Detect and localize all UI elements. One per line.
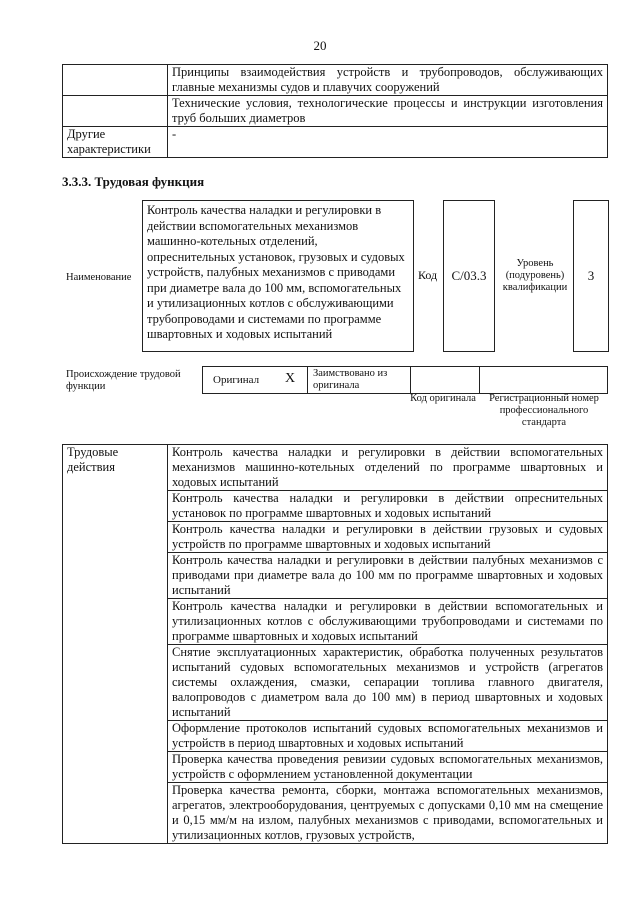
page-number: 20 <box>313 38 327 53</box>
table-row <box>63 96 608 127</box>
code-box <box>443 200 495 352</box>
section-title: 3.3.3. Трудовая функция <box>62 174 205 189</box>
action-item: Оформление протоколов испытаний судовых вспомогательных механизмов и устройств в период швартовных и ходовых испытаний <box>168 721 608 752</box>
row-label <box>63 65 168 96</box>
function-name-box <box>142 200 414 352</box>
actions-table <box>62 444 608 844</box>
action-item: Контроль качества наладки и регулировки в действии палубных механизмов с приводами при диаметре вала до 100 мм по программе швартовных и ходовых испытаний <box>168 553 608 599</box>
code-value: C/03.3 <box>451 268 487 283</box>
action-item: Контроль качества наладки и регулировки в действии вспомогательных и утилизационных котлов с обслуживающими трубопроводами и системами по программе швартовных и ходовых испытаний <box>168 599 608 645</box>
function-name: Контроль качества наладки и регулировки в действии вспомогательных механизмов машинно-котельных отделений, опреснительных установок, грузовых и судовых устройств, палубных механизмов с приводами при диаметре вала до 100 мм, вспомогательных и утилизационных котлов с обслуживающими трубопроводами и системами по программе швартовных и ходовых испытаний <box>147 203 405 341</box>
original-label: Оригинал <box>213 374 260 386</box>
row-text: - <box>168 127 608 158</box>
reg-number-caption: Регистрационный номер профессионального стандарта <box>489 393 599 428</box>
divider <box>307 367 308 393</box>
top-table <box>62 64 608 158</box>
divider <box>479 367 480 393</box>
borrowed-label: Заимствовано из оригинала <box>313 368 388 391</box>
original-mark: X <box>285 371 296 386</box>
action-item: Контроль качества наладки и регулировки в действии грузовых и судовых устройств по программе швартовных и ходовых испытаний <box>168 522 608 553</box>
level-box <box>573 200 609 352</box>
table-row <box>63 445 608 491</box>
divider <box>410 367 411 393</box>
name-label: Наименование <box>66 272 132 283</box>
origin-label: Происхождение трудовой функции <box>66 369 181 392</box>
action-item: Проверка качества ремонта, сборки, монтажа вспомогательных механизмов, агрегатов, электрооборудования, центруемых с допусками 0,10 мм на смещение и 0,15 мм/м на излом, палубных механизмов с приводами, вспомогательных и утилизационных котлов, грузовых устройств, <box>168 783 608 844</box>
row-text: Принципы взаимодействия устройств и трубопроводов, обслуживающих главные механизмы судов и плавучих сооружений <box>168 65 608 96</box>
action-item: Проверка качества проведения ревизии судовых вспомогательных механизмов, устройств с оформлением установленной документации <box>168 752 608 783</box>
row-label <box>63 96 168 127</box>
actions-label: Трудовые действия <box>63 445 168 844</box>
code-label: Код <box>418 268 438 282</box>
row-text: Технические условия, технологические процессы и инструкции изготовления труб больших диаметров <box>168 96 608 127</box>
level-label: Уровень (подуровень) квалификации <box>502 258 568 293</box>
table-row <box>63 127 608 158</box>
action-item: Контроль качества наладки и регулировки в действии опреснительных установок по программе швартовных и ходовых испытаний <box>168 491 608 522</box>
action-item: Контроль качества наладки и регулировки в действии вспомогательных механизмов машинно-котельных отделений по программе швартовных и ходовых испытаний <box>168 445 608 491</box>
row-label: Другие характеристики <box>63 127 168 158</box>
table-row <box>63 65 608 96</box>
level-value: 3 <box>587 268 595 283</box>
code-original-caption: Код оригинала <box>410 393 476 404</box>
origin-row <box>202 366 608 394</box>
action-item: Снятие эксплуатационных характеристик, обработка полученных результатов испытаний судовых вспомогательных механизмов и устройств (агрегатов системы охлаждения, смазки, сепарации топлива главного двигателя, валопроводов с диаметром вала до 100 мм) в период швартовных и ходовых испытаний <box>168 645 608 721</box>
